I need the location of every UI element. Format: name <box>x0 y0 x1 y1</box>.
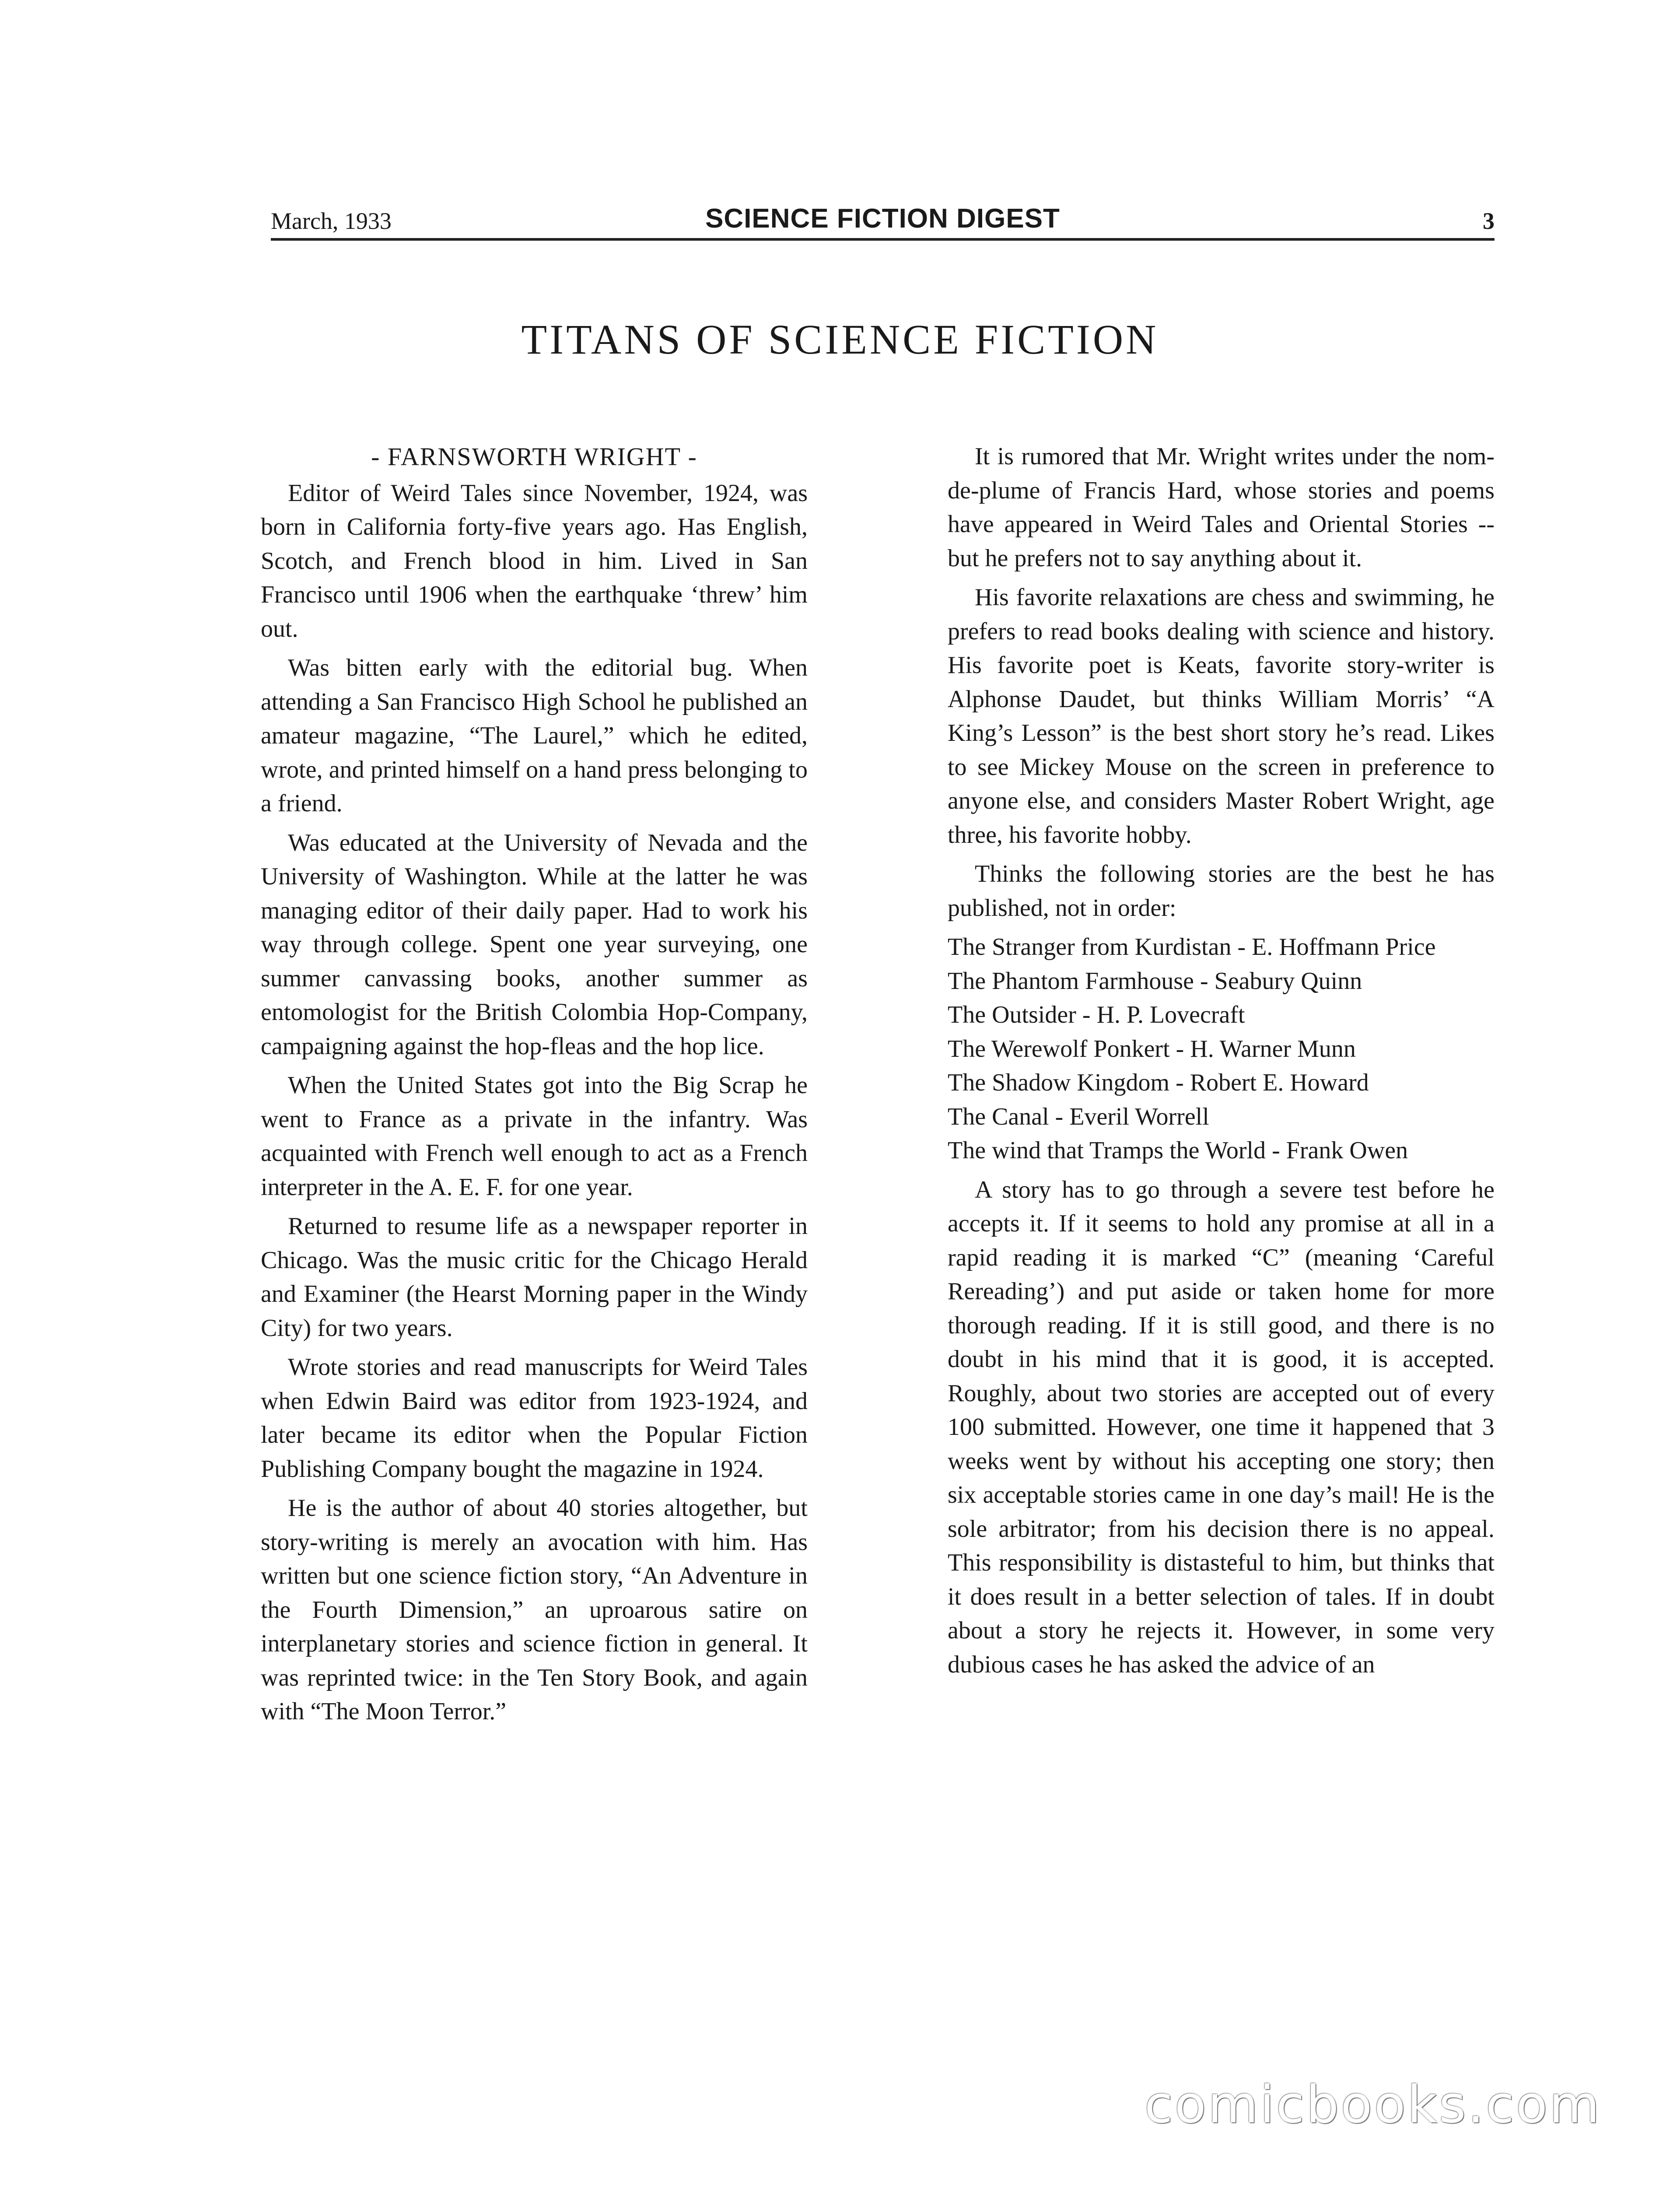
list-item: The Werewolf Ponkert - H. Warner Munn <box>948 1035 1356 1062</box>
paragraph: A story has to go through a severe test before he accepts it. If it seems to hold any promise at all in a rapid reading it is marked “C” (meaning ‘Careful Rereading’) and put aside or taken home for more thorough reading. If it is still good, and there is no doubt in his mind that it is good, it is accepted. Roughly, about two stories are accepted out of every 100 submitted. However, one time it happened that 3 weeks went by without his accepting one story; then six acceptable stories came in one day’s mail! He is the sole arbitrator; from his decision there is no appeal. This responsibility is distasteful to him, but thinks that it does result in a better selection of tales. If in doubt about a story he rejects it. However, in some very dubious cases he has asked the advice of an <box>948 1176 1494 1678</box>
paragraph: Editor of Weird Tales since November, 1924, was born in California forty-five years ago. Has English, Scotch, and French blood in him. Lived in San Francisco until 1906 when the earthquake ‘threw’ him out. <box>261 479 808 642</box>
section-subhead: - FARNSWORTH WRIGHT - <box>371 442 697 471</box>
paragraph: Returned to resume life as a newspaper reporter in Chicago. Was the music critic for the Chicago Herald and Examiner (the Hearst Morning paper in the Windy City) for two years. <box>261 1213 808 1342</box>
paragraph: Thinks the following stories are the best he has published, not in order: <box>948 860 1494 922</box>
publication-title: SCIENCE FICTION DIGEST <box>705 203 1060 234</box>
page-header <box>271 203 1494 241</box>
paragraph: Wrote stories and read manuscripts for Weird Tales when Edwin Baird was editor from 1923-1924, and later became its editor when the Popular Fiction Publishing Company bought the magazine in 1924. <box>261 1353 808 1483</box>
list-item: The Canal - Everil Worrell <box>948 1103 1209 1130</box>
list-item: The Phantom Farmhouse - Seabury Quinn <box>948 967 1362 995</box>
page-number: 3 <box>1483 208 1494 234</box>
story-list <box>948 930 1494 1168</box>
paragraph: Was educated at the University of Nevada and the University of Washington. While at the latter he was managing editor of their daily paper. Had to work his way through college. Spent one year surveying, one summer canvassing books, another summer as entomologist for the British Colombia Hop-Company, campaigning against the hop-fleas and the hop lice. <box>261 829 808 1060</box>
paragraph: Was bitten early with the editorial bug. When attending a San Francisco High School he published an amateur magazine, “The Laurel,” which he edited, wrote, and printed himself on a hand press belonging to a friend. <box>261 654 808 817</box>
list-item: The Outsider - H. P. Lovecraft <box>948 1001 1245 1028</box>
paragraph: He is the author of about 40 stories altogether, but story-writing is merely an avocation with him. Has written but one science fiction story, “An Adventure in the Fourth Dimension,” an uproarous satire on interplanetary stories and science fiction in general. It was reprinted twice: in the Ten Story Book, and again with “The Moon Terror.” <box>261 1494 808 1725</box>
watermark: comicbooks.com <box>1144 2074 1601 2135</box>
right-column <box>948 440 1494 1687</box>
paragraph: His favorite relaxations are chess and swimming, he prefers to read books dealing with science and history. His favorite poet is Keats, favorite story-writer is Alphonse Daudet, but thinks William Morris’ “A King’s Lesson” is the best short story he’s read. Likes to see Mickey Mouse on the screen in preference to anyone else, and considers Master Robert Wright, age three, his favorite hobby. <box>948 584 1494 849</box>
list-item: The Shadow Kingdom - Robert E. Howard <box>948 1069 1369 1096</box>
article-title: TITANS OF SCIENCE FICTION <box>521 316 1159 363</box>
issue-date: March, 1933 <box>271 208 392 234</box>
left-column <box>261 440 808 1734</box>
list-item: The wind that Tramps the World - Frank Owen <box>948 1137 1408 1164</box>
paragraph: It is rumored that Mr. Wright writes under the nom-de-plume of Francis Hard, whose stories and poems have appeared in Weird Tales and Oriental Stories -- but he prefers not to say anything about it. <box>948 443 1494 572</box>
list-item: The Stranger from Kurdistan - E. Hoffmann Price <box>948 933 1436 961</box>
paragraph: When the United States got into the Big Scrap he went to France as a private in the infantry. Was acquainted with French well enough to act as a French interpreter in the A. E. F. for one year. <box>261 1072 808 1201</box>
